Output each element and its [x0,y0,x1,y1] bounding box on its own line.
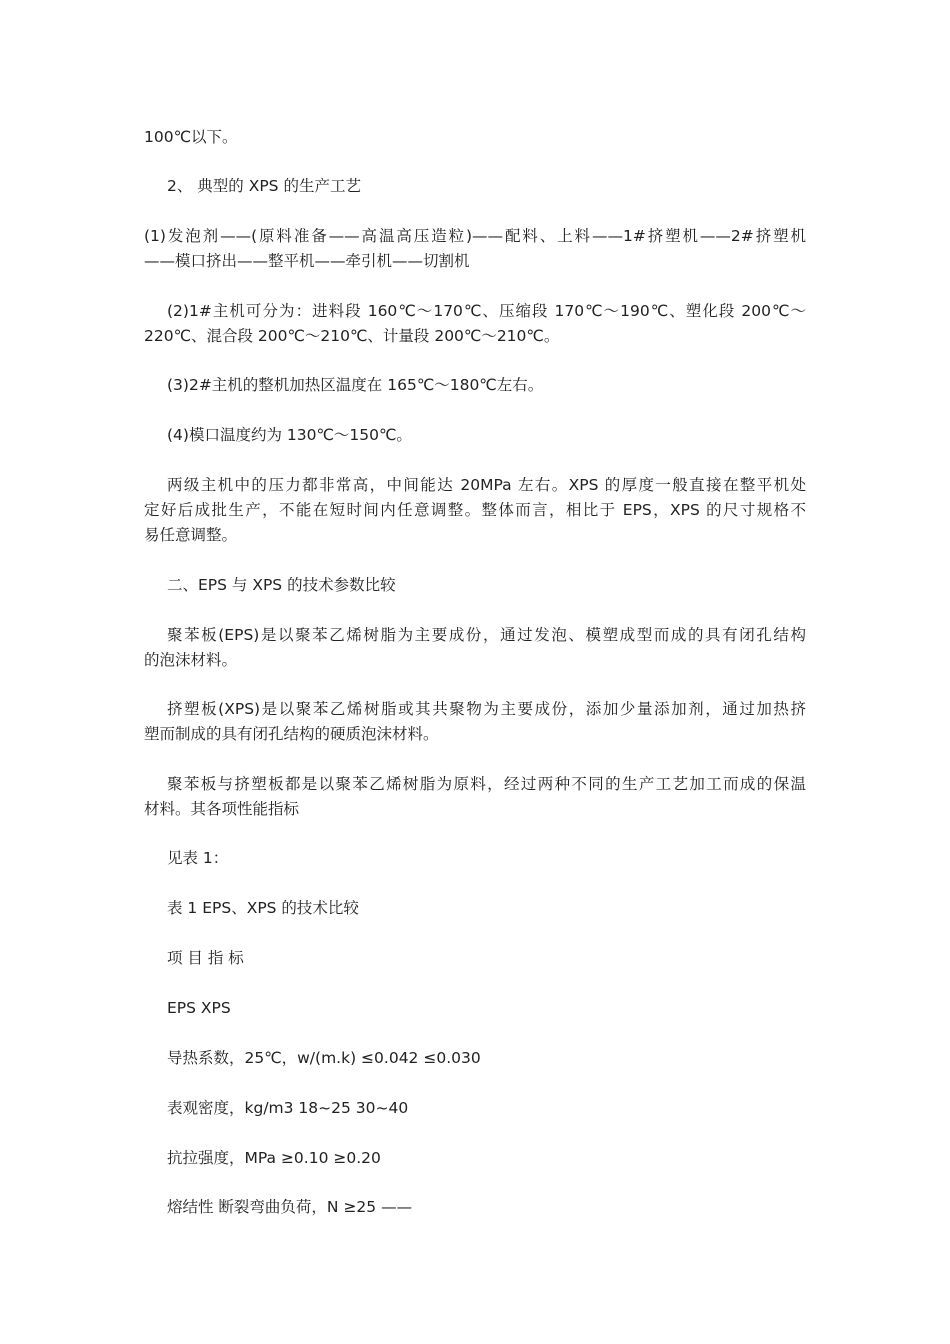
table-caption: 表 1 EPS、XPS 的技术比较 [167,899,359,917]
section-heading: 二、EPS 与 XPS 的技术参数比较 [167,576,396,594]
table-row-line: 熔结性 断裂弯曲负荷，N ≥25 —— [167,1198,413,1216]
paragraph-line: 材料。其各项性能指标 [144,800,300,818]
paragraph-line: 易任意调整。 [144,526,238,544]
paragraph-line: 220℃、混合段 200℃～210℃、计量段 200℃～210℃。 [144,327,560,345]
paragraph-line: ——模口挤出——整平机——牵引机——切割机 [144,252,470,270]
table-header-line: EPS XPS [167,999,231,1017]
text-line-continuation: 100℃以下。 [144,128,238,146]
section-heading: 2、 典型的 XPS 的生产工艺 [167,177,361,195]
paragraph-line: (4)模口温度约为 130℃～150℃。 [167,426,412,444]
paragraph-line: 聚苯板与挤塑板都是以聚苯乙烯树脂为原料，经过两种不同的生产工艺加工而成的保温 [167,775,806,793]
paragraph-line: (2)1#主机可分为：进料段 160℃～170℃、压缩段 170℃～190℃、塑化段 200℃～ [167,302,806,320]
table-row-line: 导热系数，25℃，w/(m.k) ≤0.042 ≤0.030 [167,1049,481,1067]
paragraph-line: (3)2#主机的整机加热区温度在 165℃～180℃左右。 [167,376,544,394]
paragraph-line: 见表 1： [167,849,229,867]
paragraph-line: 两级主机中的压力都非常高，中间能达 20MPa 左右。XPS 的厚度一般直接在整平机处 [167,476,806,494]
paragraph-line: 挤塑板(XPS)是以聚苯乙烯树脂或其共聚物为主要成份，添加少量添加剂，通过加热挤 [167,700,806,718]
table-row-line: 抗拉强度，MPa ≥0.10 ≥0.20 [167,1149,381,1167]
table-row-line: 表观密度，kg/m3 18~25 30~40 [167,1099,409,1117]
paragraph-line: 的泡沫材料。 [144,651,238,669]
paragraph-line: 塑而制成的具有闭孔结构的硬质泡沫材料。 [144,725,439,743]
paragraph-line: 定好后成批生产，不能在短时间内任意调整。整体而言，相比于 EPS，XPS 的尺寸规格不 [144,501,806,519]
paragraph-line: (1)发泡剂——(原料准备——高温高压造粒)——配料、上料——1#挤塑机——2#挤塑机 [144,227,806,245]
paragraph-line: 聚苯板(EPS)是以聚苯乙烯树脂为主要成份，通过发泡、模塑成型而成的具有闭孔结构 [167,626,806,644]
table-header-line: 项 目 指 标 [167,949,244,967]
